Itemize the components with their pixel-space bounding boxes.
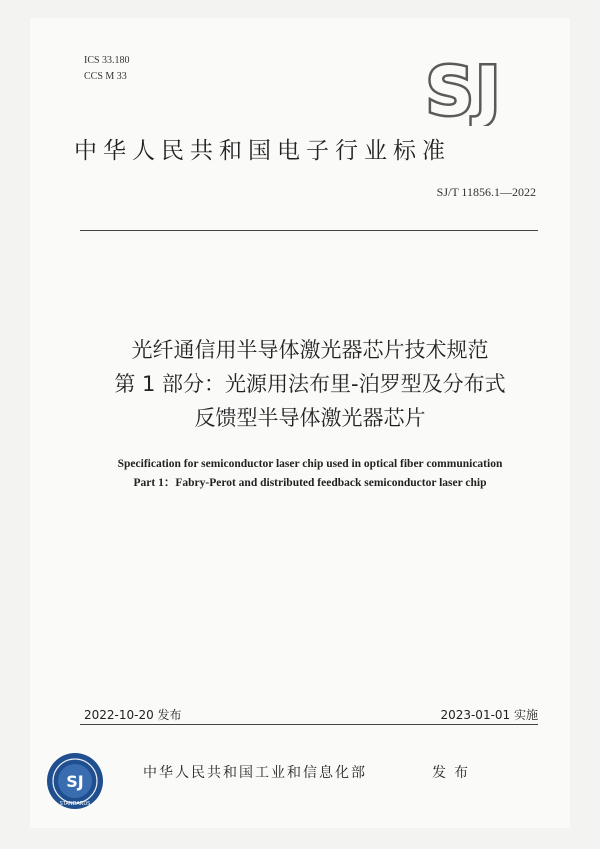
sj-logo-text: SJ [425, 56, 503, 126]
ics-code: ICS 33.180 [84, 55, 130, 66]
seal-bottom-text: STANDARDS [59, 801, 91, 807]
publish-label: 发布 [432, 765, 476, 781]
chinese-title-line-2: 第 1 部分：光源用法布里-泊罗型及分布式 [114, 372, 506, 396]
implementation-date: 2023-01-01 实施 [440, 708, 538, 722]
standards-seal-icon [46, 752, 104, 810]
english-title-line-2: Part 1：Fabry-Perot and distributed feedback semiconductor laser chip [133, 477, 487, 489]
publisher-name: 中华人民共和国工业和信息化部 [143, 765, 367, 781]
standard-category: 中华人民共和国电子行业标准 [74, 138, 451, 164]
chinese-title [60, 333, 560, 435]
ccs-code: CCS M 33 [84, 71, 127, 82]
english-title [60, 455, 560, 493]
standard-number: SJ/T 11856.1—2022 [436, 185, 536, 199]
top-divider [80, 230, 538, 231]
bottom-divider [80, 724, 538, 725]
seal-center-text: SJ [66, 772, 84, 791]
chinese-title-line-3: 反馈型半导体激光器芯片 [194, 406, 426, 430]
sj-logo [418, 56, 510, 126]
english-title-line-1: Specification for semiconductor laser chip used in optical fiber communication [117, 458, 503, 470]
classification-codes [84, 53, 130, 85]
chinese-title-line-1: 光纤通信用半导体激光器芯片技术规范 [131, 338, 489, 362]
issue-date: 2022-10-20 发布 [84, 708, 182, 722]
